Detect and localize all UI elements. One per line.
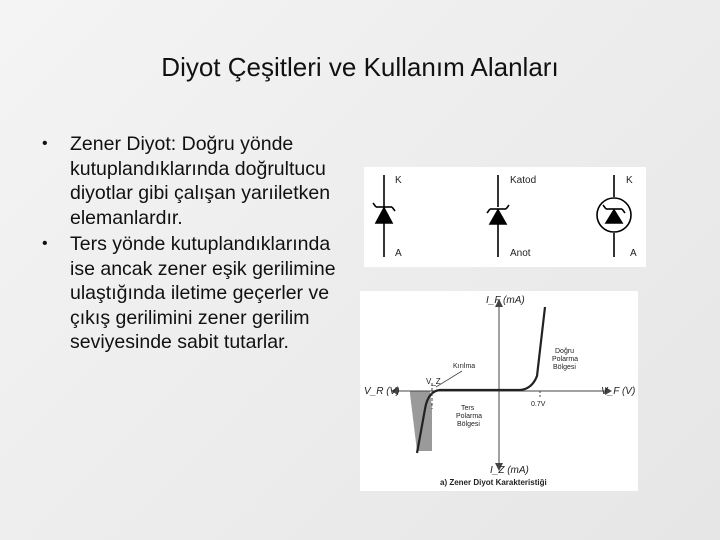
sym3-top-label: K xyxy=(626,175,633,186)
sym1-top-label: K xyxy=(395,175,402,186)
zener-symbols-figure xyxy=(364,167,646,267)
zener-symbols-svg xyxy=(364,167,646,267)
x-right-label: V_F (V) xyxy=(601,386,636,397)
bullet-item xyxy=(28,232,358,355)
bullet-text: Ters yönde kutuplandıklarında ise ancak zener eşik gerilimine ulaştığında iletime geçerler ve çıkış gerilimini zener gerilim seviyesinde sabit tutarlar. xyxy=(70,233,336,353)
vz-label: V_Z xyxy=(426,377,441,386)
x-left-label: V_R (V) xyxy=(364,386,400,397)
zener-characteristic-figure xyxy=(360,291,638,491)
sym1-bottom-label: A xyxy=(395,248,402,259)
y-top-label: I_F (mA) xyxy=(486,295,525,306)
slide-title: Diyot Çeşitleri ve Kullanım Alanları xyxy=(161,52,559,82)
zener-symbol-2 xyxy=(487,175,509,257)
reverse-region-label: Ters Polarma Bölgesi xyxy=(456,405,483,428)
graph-caption: a) Zener Diyot Karakteristiği xyxy=(440,478,547,487)
knee-label: Kırılma xyxy=(453,363,476,370)
zener-symbol-3 xyxy=(597,175,631,257)
sym2-top-label: Katod xyxy=(510,175,537,186)
sym2-bottom-label: Anot xyxy=(510,248,531,259)
y-bottom-label: I_Z (mA) xyxy=(490,465,529,476)
bullet-dot: • xyxy=(42,135,48,152)
forward-region-label: Doğru Polarma Bölgesi xyxy=(552,348,579,371)
zener-symbol-1 xyxy=(373,175,395,257)
sym3-bottom-label: A xyxy=(630,248,637,259)
bullet-text: Zener Diyot: Doğru yönde kutuplandıklarında doğrultucu diyotlar gibi çalışan yarıiletken elemanlardır. xyxy=(70,133,331,229)
forward-voltage-label: 0.7V xyxy=(531,401,546,408)
bullet-item xyxy=(28,132,358,230)
zener-graph-svg xyxy=(360,291,638,491)
bullet-dot: • xyxy=(42,235,48,252)
bullet-list xyxy=(28,132,358,357)
